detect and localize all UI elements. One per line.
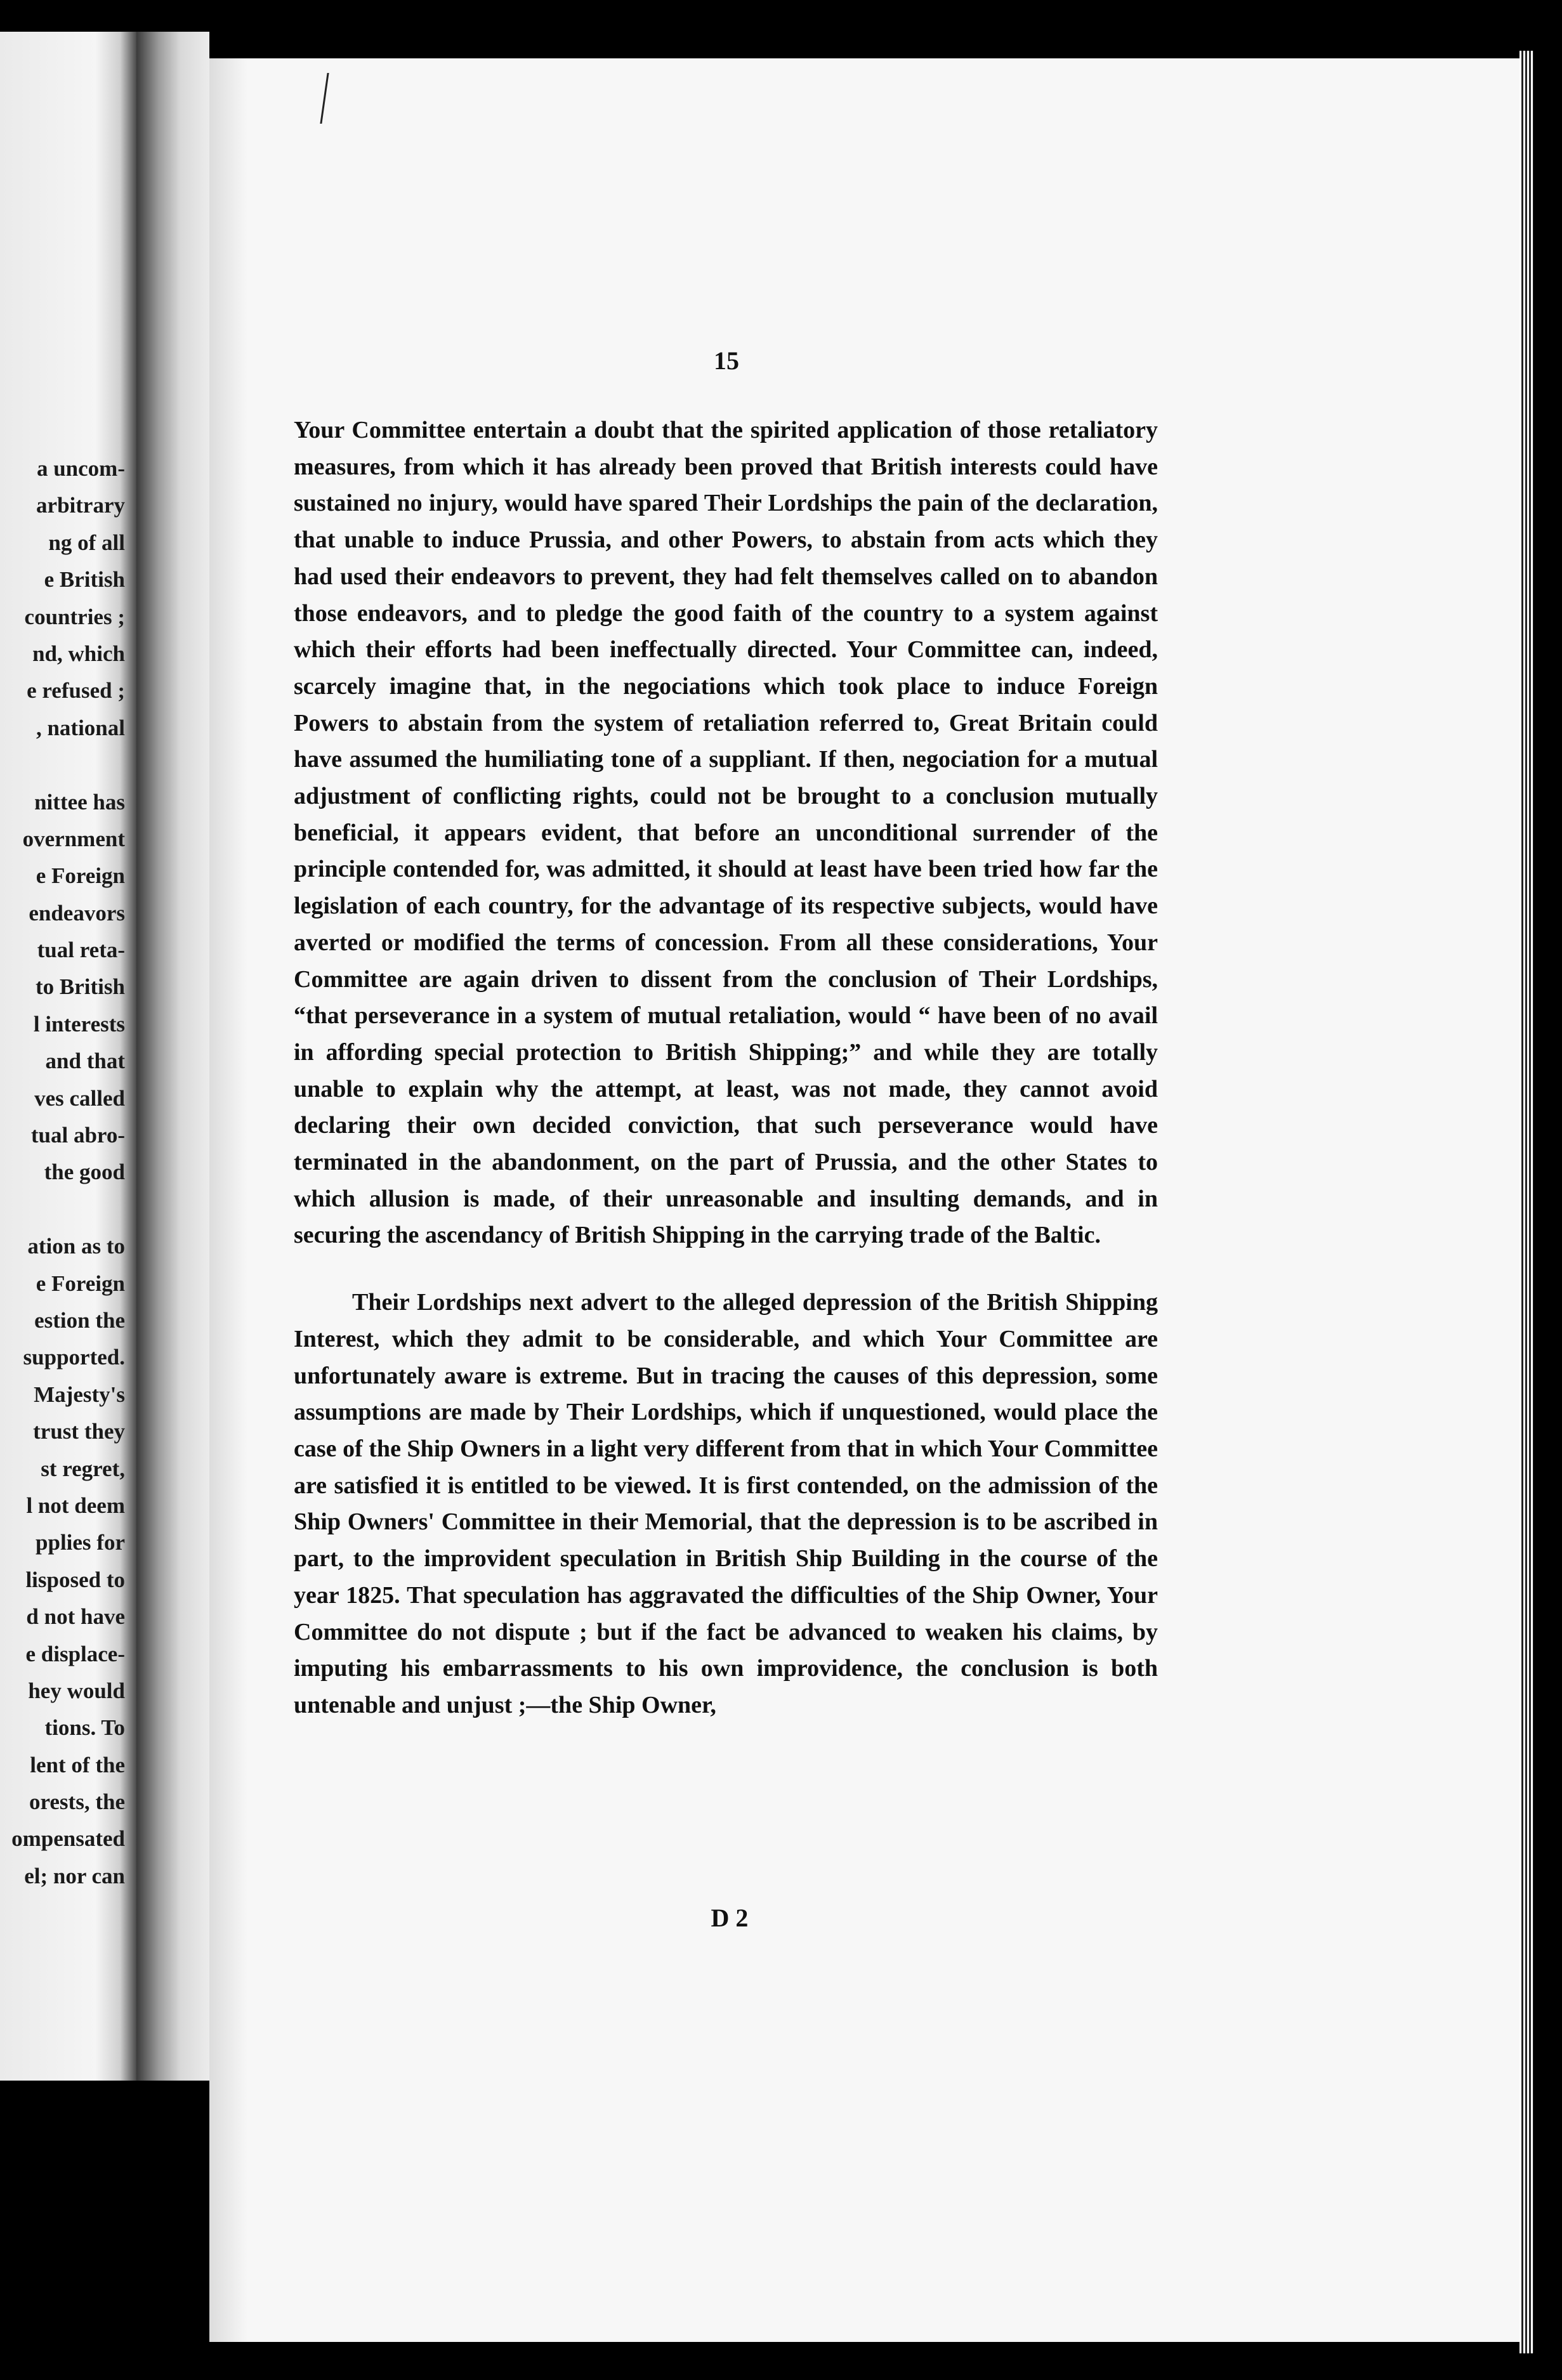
facing-page-line: the good xyxy=(44,1160,125,1185)
facing-page-line: , national xyxy=(36,715,125,740)
facing-page-line: endeavors xyxy=(29,900,125,925)
page-number: 15 xyxy=(714,346,739,375)
facing-page-line: l interests xyxy=(33,1011,125,1036)
signature-mark: D 2 xyxy=(711,1904,749,1932)
facing-page-line: orests, the xyxy=(29,1789,125,1815)
facing-page-line: e Foreign xyxy=(36,863,125,889)
facing-page-line: and that xyxy=(45,1049,125,1074)
facing-page-line: a uncom- xyxy=(36,456,125,481)
facing-page-line: ves called xyxy=(34,1085,125,1111)
facing-page-line: ation as to xyxy=(27,1234,125,1259)
body-text xyxy=(294,412,1158,1724)
page-edge xyxy=(1519,51,1533,2353)
facing-page-line: to British xyxy=(36,974,125,1000)
facing-page-line: tions. To xyxy=(44,1715,125,1741)
facing-page xyxy=(0,32,136,2081)
facing-page-line: estion the xyxy=(34,1307,125,1333)
facing-page-line: ng of all xyxy=(48,530,125,555)
facing-page-line: pplies for xyxy=(36,1530,125,1555)
facing-page-line: lent of the xyxy=(30,1752,125,1777)
facing-page-line: tual reta- xyxy=(37,938,125,963)
facing-page-line xyxy=(0,1191,125,1228)
paragraph-2: Their Lordships next advert to the alleged depression of the British Shipping Interest, which they admit to be considerable, and which Your Committee are unfortunately aware is extreme. But in tracing the causes of this depression, some assumptions are made by Their Lordships, which if unquestioned, would place the case of the Ship Owners in a light very different from that in which Your Committee are satisfied it is entitled to be viewed. It is first contended, on the admission of the Ship Owners' Committee in their Memorial, that the depression is to be ascribed in part, to the improvident speculation in British Ship Building in the course of the year 1825. That speculation has aggravated the difficulties of the Ship Owner, Your Committee do not dispute ; but if the fact be advanced to weaken his claims, by imputing his embarrassments to his own improvidence, the conclusion is both untenable and unjust ;—the Ship Owner, xyxy=(294,1289,1158,1718)
book-gutter xyxy=(136,32,209,2081)
facing-page-line: hey would xyxy=(28,1678,125,1703)
facing-page-line: overnment xyxy=(22,826,125,851)
facing-page-line: countries ; xyxy=(24,604,125,629)
facing-page-line: trust they xyxy=(33,1419,125,1444)
facing-page-line: e displace- xyxy=(25,1641,125,1666)
facing-page-line: nittee has xyxy=(34,789,125,814)
facing-page-line: supported. xyxy=(23,1345,125,1370)
facing-page-line: Majesty's xyxy=(34,1382,125,1407)
facing-page-line: ompensated xyxy=(11,1826,125,1852)
facing-page-line: e Foreign xyxy=(36,1271,125,1296)
facing-page-line: nd, which xyxy=(32,641,125,666)
facing-page-line: lisposed to xyxy=(25,1567,125,1592)
facing-page-line: e British xyxy=(44,567,125,592)
facing-page-line: d not have xyxy=(26,1604,125,1630)
facing-page-line: tual abro- xyxy=(30,1123,125,1148)
facing-page-line: st regret, xyxy=(41,1456,125,1481)
facing-page-line xyxy=(0,747,125,783)
facing-page-line: l not deem xyxy=(26,1493,125,1518)
paragraph-1: Your Committee entertain a doubt that the spirited application of those retaliatory measures, from which it has already been proved that British interests could have sustained no injury, would have spared Their Lordships the pain of the declaration, that unable to induce Prussia, and other Powers, to abstain from acts which they had used their endeavors to prevent, they had felt themselves called on to abandon those endeavors, and to pledge the good faith of the country to a system against which their efforts had been ineffectually directed. Your Committee can, indeed, scarcely imagine that, in the negociations which took place to induce Foreign Powers to abstain from the system of retaliation referred to, Great Britain could have assumed the humiliating tone of a suppliant. If then, negociation for a mutual adjustment of conflicting rights, could not be brought to a conclusion mutually beneficial, it appears evident, that before an unconditional surrender of the principle contended for, was admitted, it should at least have been tried how far the legislation of each country, for the advantage of its respective subjects, would have averted or modified the terms of concession. From all these considerations, Your Committee are again driven to dissent from the conclusion of Their Lordships, “that perseverance in a system of mutual retaliation, would “ have been of no avail in affording special protection to British Shipping;” and while they are totally unable to explain why the attempt, at least, was not made, they cannot avoid declaring their own decided conviction, that such perseverance would have terminated in the abandonment, on the part of Prussia, and the other States to which allusion is made, of their unreasonable and insulting demands, and in securing the ascendancy of British Shipping in the carrying trade of the Baltic. xyxy=(294,417,1158,1249)
facing-page-line: el; nor can xyxy=(24,1863,125,1888)
facing-page-line: e refused ; xyxy=(27,678,125,703)
facing-page-line: arbitrary xyxy=(36,493,125,518)
facing-page-text xyxy=(0,450,125,1895)
